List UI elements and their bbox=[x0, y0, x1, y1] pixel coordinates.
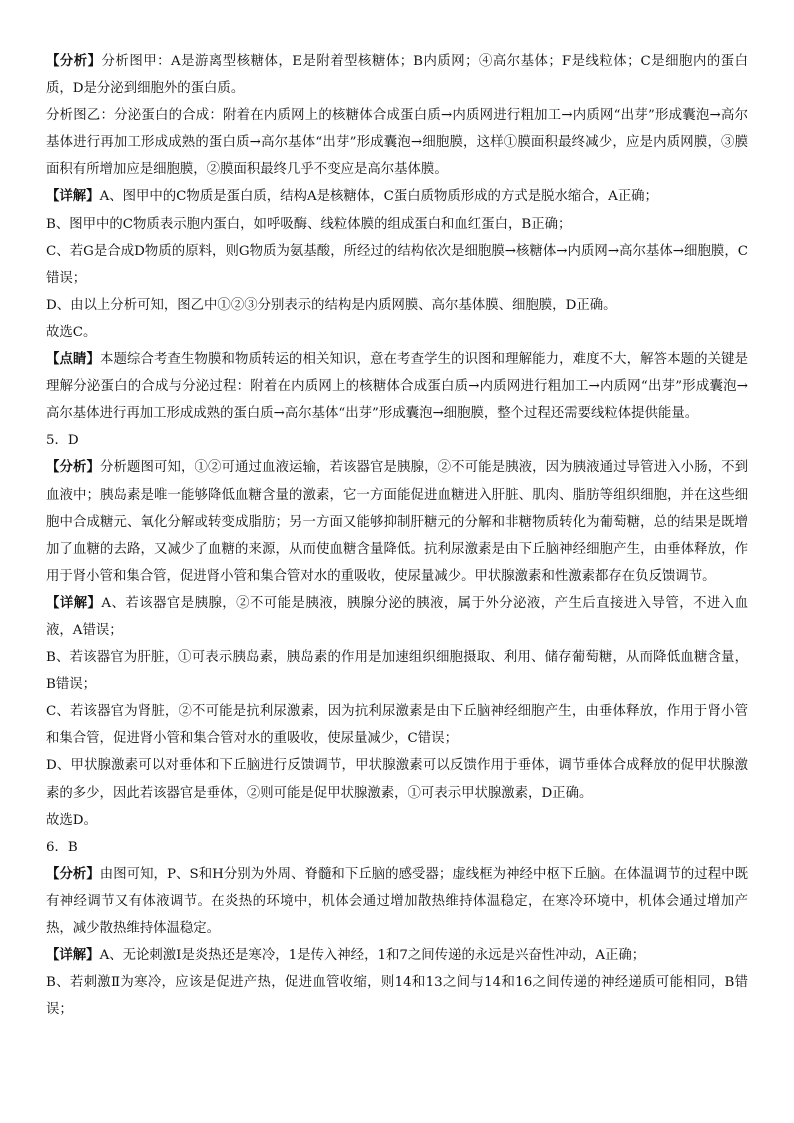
paragraph-text: C、若该器官为肾脏，②不可能是抗利尿激素，因为抗利尿激素是由下丘脑神经细胞产生，由垂体释放，作用于肾小管和集合管，促进肾小管和集合管对水的重吸收，使尿量减少，C错误； bbox=[46, 704, 748, 747]
section-tag: 【详解】 bbox=[46, 594, 102, 611]
paragraph-text: D、甲状腺激素可以对垂体和下丘脑进行反馈调节，甲状腺激素可以反馈作用于垂体，调节垂体合成释放的促甲状腺激素的多少，因此若该器官是垂体，②则可能是促甲状腺激素，①可表示甲状腺激素，D正确。 bbox=[46, 758, 748, 801]
paragraph bbox=[46, 346, 748, 427]
question-answer-number bbox=[46, 427, 748, 454]
section-tag: 【点睛】 bbox=[46, 351, 101, 368]
paragraph bbox=[46, 292, 748, 319]
paragraph bbox=[46, 807, 748, 834]
paragraph-text: A、无论刺激Ⅰ是炎热还是寒冷，1是传入神经，1和7之间传递的永远是兴奋性冲动，A正确； bbox=[99, 948, 646, 964]
paragraph-text: 故选C。 bbox=[46, 324, 97, 340]
paragraph bbox=[46, 644, 748, 698]
paragraph-text: A、图甲中的C物质是蛋白质，结构A是核糖体，C蛋白质物质形成的方式是脱水缩合，A正确； bbox=[99, 189, 658, 205]
paragraph bbox=[46, 183, 748, 210]
question-answer-number bbox=[46, 834, 748, 861]
paragraph-text: A、若该器官是胰腺，②不可能是胰液，胰腺分泌的胰液，属于外分泌液，产生后直接进入导管，不进入血液，A错误； bbox=[46, 595, 748, 638]
paragraph bbox=[46, 454, 748, 589]
section-tag: 【详解】 bbox=[46, 188, 100, 205]
section-tag: 【分析】 bbox=[46, 865, 100, 882]
paragraph bbox=[46, 698, 748, 752]
section-tag: 【分析】 bbox=[46, 53, 102, 69]
paragraph bbox=[46, 861, 748, 942]
paragraph-text: 6．B bbox=[46, 839, 78, 855]
paragraph-text: B、图甲中的C物质表示胞内蛋白，如呼吸酶、线粒体膜的组成蛋白和血红蛋白，B正确； bbox=[46, 216, 572, 232]
paragraph bbox=[46, 942, 748, 969]
paragraph bbox=[46, 319, 748, 346]
paragraph-text: B、若刺激Ⅱ为寒冷，应该是促进产热，促进血管收缩，则14和13之间与14和16之间传递的神经递质可能相同，B错误； bbox=[46, 975, 748, 1018]
paragraph-text: 5．D bbox=[46, 433, 79, 449]
paragraph bbox=[46, 969, 748, 1023]
section-tag: 【分析】 bbox=[46, 459, 101, 476]
paragraph bbox=[46, 48, 748, 102]
paragraph bbox=[46, 102, 748, 183]
paragraph-text: 本题综合考查生物膜和物质转运的相关知识，意在考查学生的识图和理解能力，难度不大，解答本题的关键是理解分泌蛋白的合成与分泌过程：附着在内质网上的核糖体合成蛋白质→内质网进行粗加工→内质网“出芽”形成囊泡→高尔基体进行再加工形成成熟的蛋白质→高尔基体“出芽”形成囊泡→细胞膜，整个过程还需要线粒体提供能量。 bbox=[46, 352, 749, 422]
paragraph-text: D、由以上分析可知，图乙中①②③分别表示的结构是内质网膜、高尔基体膜、细胞膜，D正确。 bbox=[46, 297, 617, 313]
paragraph-text: B、若该器官为肝脏，①可表示胰岛素，胰岛素的作用是加速组织细胞摄取、利用、储存葡萄糖，从而降低血糖含量，B错误； bbox=[46, 650, 748, 693]
paragraph bbox=[46, 211, 748, 238]
paragraph bbox=[46, 752, 748, 806]
section-tag: 【详解】 bbox=[46, 947, 100, 964]
paragraph-text: C、若G是合成D物质的原料，则G物质为氨基酸，所经过的结构依次是细胞膜→核糖体→内质网→高尔基体→细胞膜，C错误； bbox=[46, 243, 748, 286]
paragraph-text: 分析图甲：A是游离型核糖体，E是附着型核糖体；B内质网；④高尔基体；F是线粒体；C是细胞内的蛋白质，D是分泌到细胞外的蛋白质。 bbox=[46, 54, 748, 97]
paragraph-text: 由图可知，P、S和H分别为外周、脊髓和下丘脑的感受器；虚线框为神经中枢下丘脑。在体温调节的过程中既有神经调节又有体液调节。在炎热的环境中，机体会通过增加散热维持体温稳定，在寒冷环境中，机体会通过增加产热，减少散热维持体温稳定。 bbox=[46, 866, 749, 936]
paragraph-text: 分析图乙：分泌蛋白的合成：附着在内质网上的核糖体合成蛋白质→内质网进行粗加工→内质网“出芽”形成囊泡→高尔基体进行再加工形成成熟的蛋白质→高尔基体“出芽”形成囊泡→细胞膜，这样①膜面积最终减少，应是内质网膜，③膜面积有所增加应是细胞膜，②膜面积最终几乎不变应是高尔基体膜。 bbox=[46, 108, 748, 178]
paragraph bbox=[46, 590, 748, 644]
paragraph-text: 故选D。 bbox=[46, 812, 97, 828]
paragraph-text: 分析题图可知，①②可通过血液运输，若该器官是胰腺，②不可能是胰液，因为胰液通过导管进入小肠，不到血液中；胰岛素是唯一能够降低血糖含量的激素，它一方面能促进血糖进入肝脏、肌肉、脂肪等组织细胞，并在这些细胞中合成糖元、氧化分解或转变成脂肪；另一方面又能够抑制肝糖元的分解和非糖物质转化为葡萄糖，总的结果是既增加了血糖的去路，又减少了血糖的来源，从而使血糖含量降低。抗利尿激素是由下丘脑神经细胞产生，由垂体释放，作用于肾小管和集合管，促进肾小管和集合管对水的重吸收，使尿量减少。甲状腺激素和性激素都存在负反馈调节。 bbox=[46, 460, 749, 584]
paragraph bbox=[46, 238, 748, 292]
